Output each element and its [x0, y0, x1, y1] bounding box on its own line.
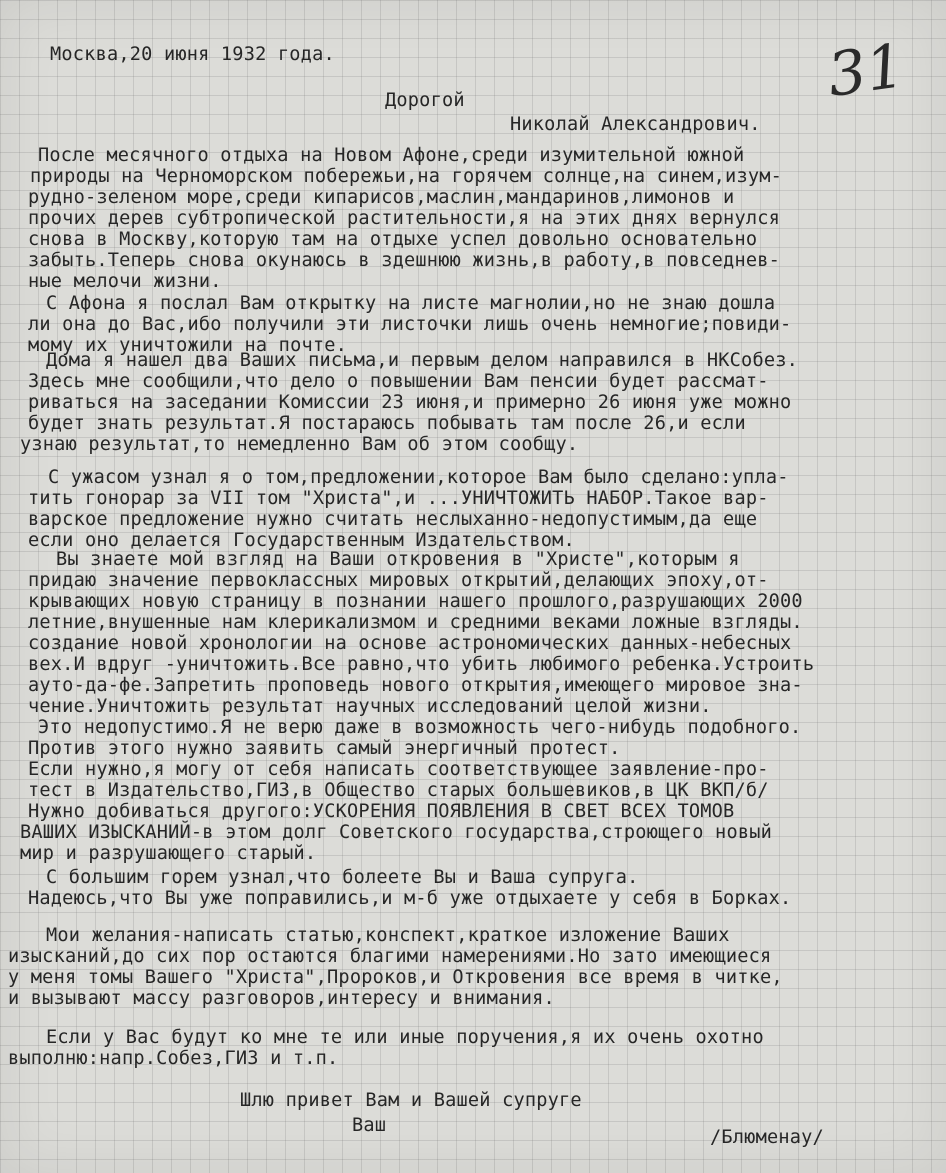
body-line: Если нужно,я могу от себя написать соответствующее заявление-про-: [28, 759, 769, 780]
closing-short: Ваш: [352, 1115, 387, 1136]
folio-number: 31: [823, 31, 909, 111]
body-line: Дома я нашел два Ваших письма,и первым делом направился в НКСобез.: [46, 350, 799, 371]
body-line: если оно делается Государственным Издательством.: [28, 530, 575, 551]
body-line: изысканий,до сих пор остаются благими намерениями.Но зато имеющиеся: [8, 946, 772, 967]
body-line: у меня томы Вашего "Христа",Пророков,и Откровения все время в читке,: [8, 967, 783, 988]
body-line: рудно-зеленом море,среди кипарисов,маслин,мандаринов,лимонов и: [28, 187, 735, 208]
body-line: С Афона я послал Вам открытку на листе магнолии,но не знаю дошла: [46, 293, 776, 314]
date-line: Москва,20 июня 1932 года.: [50, 44, 335, 65]
body-line: Здесь мне сообщили,что дело о повышении Вам пенсии будет рассмат-: [28, 371, 769, 392]
body-line: снова в Москву,которую там на отдыхе успел довольно основательно: [28, 229, 758, 250]
body-line: С ужасом узнал я о том,предложении,которое Вам было сделано:упла-: [48, 467, 789, 488]
body-line: Против этого нужно заявить самый энергичный протест.: [28, 738, 621, 759]
body-line: С большим горем узнал,что болеете Вы и Ваша супруга.: [46, 867, 639, 888]
body-line: выполню:напр.Собез,ГИЗ и т.п.: [8, 1048, 339, 1069]
salutation-line-2: Николай Александрович.: [510, 114, 761, 135]
body-line: прочих дерев субтропической растительности,я на этих днях вернулся: [28, 208, 781, 229]
body-line: Вы знаете мой взгляд на Ваши откровения в "Христе",которым я: [56, 549, 740, 570]
body-line: Это недопустимо.Я не верю даже в возможность чего-нибудь подобного.: [38, 717, 802, 738]
body-line: крывающих новую страницу в познании нашего прошлого,разрушающих 2000: [28, 591, 803, 612]
body-line: ВАШИХ ИЗЫСКАНИЙ-в этом долг Советского государства,строющего новый: [20, 822, 773, 843]
body-line: узнаю результат,то немедленно Вам об этом сообщу.: [20, 434, 579, 455]
body-line: природы на Черноморском побережьи,на горячем солнце,на синем,изум-: [30, 166, 783, 187]
closing-line: Шлю привет Вам и Вашей супруге: [240, 1090, 582, 1111]
body-line: будет знать результат.Я постараюсь побывать там после 26,и если: [28, 413, 746, 434]
body-line: создание новой хронологии на основе астрономических данных-небесных: [28, 633, 792, 654]
body-line: чение.Уничтожить результат научных исследований целой жизни.: [28, 696, 712, 717]
body-line: забыть.Теперь снова окунаюсь в здешнюю жизнь,в работу,в повседнев-: [28, 250, 781, 271]
body-line: мир и разрушающего старый.: [20, 843, 317, 864]
body-line: После месячного отдыха на Новом Афоне,среди изумительной южной: [38, 145, 745, 166]
salutation-line-1: Дорогой: [385, 90, 465, 111]
body-line: тить гонорар за VII том "Христа",и ...УНИЧТОЖИТЬ НАБОР.Такое вар-: [28, 488, 769, 509]
signature: /Блюменау/: [710, 1127, 824, 1148]
body-line: варское предложение нужно считать неслыханно-недопустимым,да еще: [28, 509, 758, 530]
body-line: мому их уничтожили на почте.: [28, 335, 348, 356]
body-line: летние,внушенные нам клерикализмом и средними веками ложные взгляды.: [28, 612, 803, 633]
body-line: Если у Вас будут ко мне те или иные поручения,я их очень охотно: [46, 1027, 764, 1048]
body-line: риваться на заседании Комиссии 23 июня,и примерно 26 июня уже можно: [28, 392, 792, 413]
body-line: ауто-да-фе.Запретить проповедь нового открытия,имеющего мировое зна-: [28, 675, 803, 696]
body-line: вех.И вдруг -уничтожить.Все равно,что убить любимого ребенка.Устроить: [28, 654, 815, 675]
body-line: ные мелочи жизни.: [28, 271, 222, 292]
body-line: тест в Издательство,ГИЗ,в Общество старых большевиков,в ЦК ВКП/б/: [28, 780, 769, 801]
body-line: Нужно добиваться другого:УСКОРЕНИЯ ПОЯВЛЕНИЯ В СВЕТ ВСЕХ ТОМОВ: [28, 801, 735, 822]
body-line: и вызывают массу разговоров,интересу и внимания.: [8, 988, 555, 1009]
body-line: Мои желания-написать статью,конспект,краткое изложение Ваших: [46, 925, 730, 946]
body-line: ли она до Вас,ибо получили эти листочки лишь очень немногие;повиди-: [28, 314, 792, 335]
body-line: Надеюсь,что Вы уже поправились,и м-б уже отдыхаете у себя в Борках.: [28, 888, 792, 909]
body-line: придаю значение первоклассных мировых открытий,делающих эпоху,от-: [28, 570, 769, 591]
